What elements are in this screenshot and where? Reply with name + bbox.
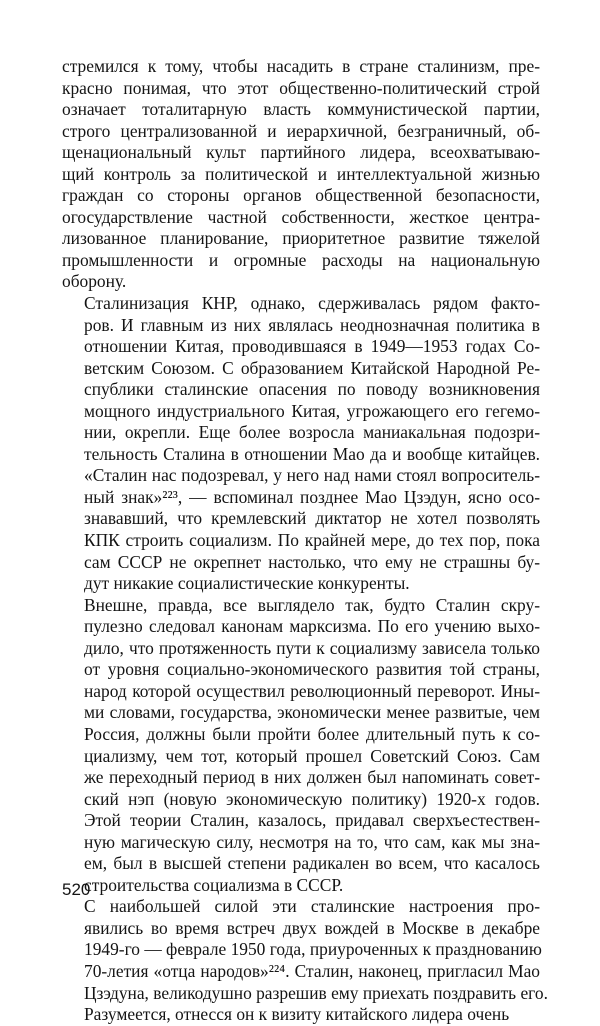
text-line: ем, был в высшей степени радикален во всем, что касалось xyxy=(84,853,540,874)
paragraph xyxy=(62,293,540,595)
text-line: ми словами, государства, экономически менее развитые, чем xyxy=(84,702,540,723)
text-line: КПК строить социализм. По крайней мере, до тех пор, пока xyxy=(84,530,540,551)
text-line: ную магическую силу, несмотря на то, что сам, как мы зна- xyxy=(84,831,540,852)
text-line: знававший, что кремлевский диктатор не хотел позволять xyxy=(84,508,540,529)
text-line: 70-летия «отца народов»²²⁴. Сталин, наконец, пригласил Мао xyxy=(84,960,540,981)
text-line: щий контроль за политической и интеллектуальной жизнью xyxy=(62,163,540,184)
text-line: от уровня социально-экономического развития той страны, xyxy=(84,659,540,680)
text-line: Этой теории Сталин, казалось, придавал сверхъестествен- xyxy=(84,810,540,831)
text-line: явились во время встреч двух вождей в Москве в декабре xyxy=(84,917,540,938)
text-line: «Сталин нас подозревал, у него над нами стоял вопроситель- xyxy=(84,465,540,486)
text-line: 1949-го — феврале 1950 года, приуроченных к празднованию xyxy=(84,939,542,960)
text-line: граждан со стороны органов общественной безопасности, xyxy=(62,185,540,206)
paragraph xyxy=(62,1004,540,1026)
text-line: огосударствление частной собственности, жесткое центра- xyxy=(62,206,540,227)
text-line: Россия, должны были пройти более длительный путь к со- xyxy=(84,723,540,744)
text-line: нии, окрепли. Еще более возросла маниакальная подозри- xyxy=(84,422,540,443)
text-line: С наибольшей силой эти сталинские настроения про- xyxy=(84,896,540,917)
text-line: мощного индустриального Китая, угрожающего его гегемо- xyxy=(84,400,540,421)
text-line: тельность Сталина в отношении Мао да и вообще китайцев. xyxy=(84,443,540,464)
text-line: ный знак»²²³, — вспоминал позднее Мао Цзэдун, ясно осо- xyxy=(84,486,540,507)
text-line: ветским Союзом. С образованием Китайской Народной Ре- xyxy=(84,357,540,378)
text-line: красно понимая, что этот общественно-политический строй xyxy=(62,77,540,98)
body-text xyxy=(62,56,548,1026)
text-line: лизованное планирование, приоритетное развитие тяжелой xyxy=(62,228,540,249)
text-line: ский нэп (новую экономическую политику) 1920-х годов. xyxy=(84,788,540,809)
text-line: Цзэдуна, великодушно разрешив ему приехать поздравить его. xyxy=(84,982,548,1003)
text-line: Внешне, правда, все выглядело так, будто Сталин скру- xyxy=(84,594,540,615)
text-line: спублики сталинские опасения по поводу возникновения xyxy=(84,379,540,400)
text-line: дило, что протяженность пути к социализму зависела только xyxy=(84,637,540,658)
text-line: стремился к тому, чтобы насадить в стране сталинизм, пре- xyxy=(62,56,540,76)
page-number: 520 xyxy=(62,880,91,899)
text-line: промышленности и огромные расходы на национальную xyxy=(62,249,540,270)
text-line: строго централизованной и иерархичной, безграничный, об- xyxy=(62,120,540,141)
text-line: же переходный период в них должен был напоминать совет- xyxy=(84,767,540,788)
text-line: щенациональный культ партийного лидера, всеохватываю- xyxy=(62,142,540,163)
text-line: пулезно следовал канонам марксизма. По его учению выхо- xyxy=(84,616,540,637)
paragraph xyxy=(62,56,540,293)
paragraph xyxy=(62,896,548,1004)
text-line: отношении Китая, проводившаяся в 1949—1953 годах Со- xyxy=(84,336,540,357)
text-line: циализму, чем тот, который прошел Советский Союз. Сам xyxy=(84,745,540,766)
text-line: ров. И главным из них являлась неоднозначная политика в xyxy=(84,314,540,335)
text-line: народ которой осуществил революционный переворот. Ины- xyxy=(84,680,540,701)
text-line: Сталинизация КНР, однако, сдерживалась рядом факто- xyxy=(84,293,540,314)
text-line: Разумеется, отнесся он к визиту китайского лидера очень xyxy=(84,1004,510,1025)
text-line: означает тоталитарную власть коммунистической партии, xyxy=(62,99,540,120)
text-line: оборону. xyxy=(62,271,127,292)
text-line: дут никакие социалистические конкуренты. xyxy=(84,573,410,594)
text-line: сам СССР не окрепнет настолько, что ему не страшны бу- xyxy=(84,551,540,572)
text-line: строительства социализма в СССР. xyxy=(84,874,344,895)
paragraph xyxy=(62,595,540,897)
